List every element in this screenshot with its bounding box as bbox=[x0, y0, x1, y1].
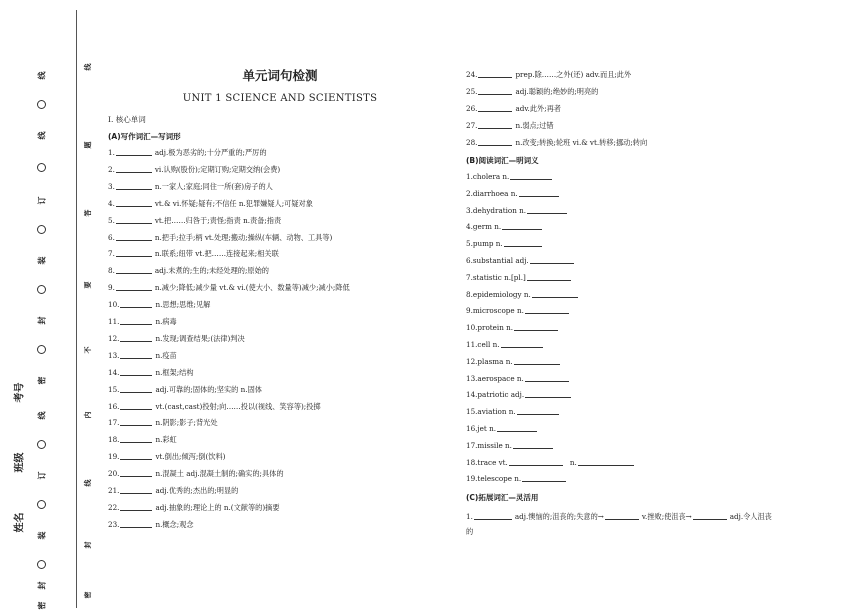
item-number: 1. bbox=[108, 148, 115, 157]
item-definition: adj.懊恼的;沮丧的;失意的→ bbox=[514, 512, 604, 521]
item-word: 16.jet n. bbox=[466, 424, 496, 433]
item-word: 18.trace vt. bbox=[466, 457, 508, 467]
page-title: 单元词句检测 bbox=[242, 68, 318, 83]
vocab-item bbox=[466, 121, 554, 130]
item-number: 5. bbox=[108, 215, 115, 225]
item-word: 1.cholera n. bbox=[466, 172, 510, 181]
binding-inner-mark: 线 bbox=[84, 63, 92, 71]
vocab-item bbox=[108, 233, 332, 242]
reading-vocab-item bbox=[466, 390, 574, 399]
binding-mark: 封 bbox=[37, 581, 47, 590]
item-word: 8.epidemiology n. bbox=[466, 289, 531, 299]
binding-inner-mark: 答 bbox=[84, 209, 92, 217]
binding-hole-circle bbox=[37, 163, 46, 172]
answer-blank[interactable] bbox=[527, 206, 567, 214]
item-word: 9.microscope n. bbox=[466, 306, 524, 316]
item-number: 23. bbox=[108, 519, 120, 529]
item-definition: vt.(cast,cast)投射;向……投以(视线、笑容等);投掷 bbox=[155, 401, 321, 411]
item-number: 9. bbox=[108, 283, 115, 293]
reading-vocab-item bbox=[466, 189, 562, 198]
item-number: 2. bbox=[108, 164, 115, 174]
item-number: 1. bbox=[466, 512, 473, 521]
answer-blank[interactable] bbox=[510, 172, 552, 180]
item-number: 14. bbox=[108, 367, 120, 377]
vocab-item bbox=[108, 199, 313, 208]
answer-blank[interactable] bbox=[519, 189, 559, 197]
item-definition: 的 bbox=[466, 527, 474, 536]
binding-mark: 密 bbox=[37, 601, 47, 610]
binding-mark: 线 bbox=[37, 411, 47, 420]
answer-blank[interactable] bbox=[120, 351, 152, 359]
reading-vocab-item bbox=[466, 222, 545, 231]
vocab-item bbox=[108, 469, 284, 478]
item-word: 6.substantial adj. bbox=[466, 256, 529, 265]
item-definition: adj.抽象的;理论上的 n.(文献等的)摘要 bbox=[155, 502, 280, 512]
vocab-item bbox=[108, 351, 177, 360]
answer-blank[interactable] bbox=[116, 283, 152, 291]
item-word: 12.plasma n. bbox=[466, 356, 513, 366]
class-label: 班级 bbox=[14, 452, 26, 473]
vocab-item bbox=[108, 317, 177, 326]
section-b-heading: (B)阅读词汇—明词义 bbox=[466, 156, 539, 165]
answer-blank[interactable] bbox=[478, 70, 512, 78]
item-definition: n.改变;转换;轮班 vi.& vt.转移;挪动;转向 bbox=[515, 138, 648, 147]
item-definition: n.思想;思维;见解 bbox=[155, 300, 211, 310]
reading-vocab-item bbox=[466, 273, 574, 282]
reading-vocab-item bbox=[466, 323, 561, 332]
answer-blank[interactable] bbox=[116, 182, 152, 190]
answer-blank[interactable] bbox=[120, 418, 152, 426]
item-definition: prep.除……之外(还) adv.而且;此外 bbox=[515, 70, 632, 79]
item-word: 13.aerospace n. bbox=[466, 373, 524, 383]
vocab-item bbox=[108, 503, 280, 512]
answer-blank[interactable] bbox=[116, 233, 152, 241]
binding-line bbox=[76, 10, 77, 608]
section-c-heading: (C)拓展词汇—灵活用 bbox=[466, 493, 539, 502]
answer-blank[interactable] bbox=[693, 512, 727, 520]
item-number: 26. bbox=[466, 104, 478, 113]
vocab-item bbox=[108, 249, 279, 258]
answer-blank[interactable] bbox=[120, 300, 152, 308]
answer-blank[interactable] bbox=[120, 469, 152, 477]
reading-vocab-item bbox=[466, 458, 637, 467]
answer-blank[interactable] bbox=[116, 266, 152, 274]
answer-blank[interactable] bbox=[120, 334, 152, 342]
answer-blank[interactable] bbox=[120, 402, 152, 410]
answer-blank[interactable] bbox=[525, 374, 569, 382]
answer-blank[interactable] bbox=[120, 385, 152, 393]
vocab-item bbox=[108, 334, 245, 343]
item-number: 22. bbox=[108, 502, 120, 512]
answer-blank[interactable] bbox=[502, 222, 542, 230]
answer-blank[interactable] bbox=[478, 121, 512, 129]
answer-blank[interactable] bbox=[120, 317, 152, 325]
margin-column bbox=[34, 0, 50, 608]
binding-hole-circle bbox=[37, 345, 46, 354]
binding-mark: 线 bbox=[37, 71, 47, 80]
reading-vocab-item bbox=[466, 424, 540, 433]
item-definition: n.减少;降低;减少量 vt.& vi.(使大小、数量等)减少;减小;降低 bbox=[154, 283, 350, 293]
item-number: 10. bbox=[108, 300, 120, 310]
binding-mark: 封 bbox=[37, 316, 47, 325]
vocab-item bbox=[108, 418, 218, 427]
item-number: 19. bbox=[108, 452, 120, 462]
item-number: 25. bbox=[466, 87, 478, 96]
binding-hole-circle bbox=[37, 100, 46, 109]
answer-blank[interactable] bbox=[120, 486, 152, 494]
item-word: 11.cell n. bbox=[466, 340, 500, 349]
binding-inner-mark: 内 bbox=[84, 411, 92, 419]
answer-blank[interactable] bbox=[120, 520, 152, 528]
item-number: 11. bbox=[108, 317, 120, 326]
answer-blank[interactable] bbox=[532, 290, 578, 298]
vocab-item bbox=[108, 368, 194, 377]
binding-margin bbox=[0, 0, 100, 608]
reading-vocab-item bbox=[466, 290, 581, 299]
vocab-item bbox=[108, 452, 225, 461]
reading-vocab-item bbox=[466, 374, 572, 383]
answer-blank[interactable] bbox=[578, 458, 634, 466]
item-word: 2.diarrhoea n. bbox=[466, 188, 518, 198]
binding-mark: 订 bbox=[37, 471, 47, 480]
item-number: 3. bbox=[108, 181, 115, 191]
item-definition: n.弱点;过错 bbox=[515, 121, 554, 130]
reading-vocab-item bbox=[466, 306, 572, 315]
exam-number-label: 考号 bbox=[14, 382, 26, 403]
answer-blank[interactable] bbox=[525, 306, 569, 314]
item-word: 10.protein n. bbox=[466, 323, 514, 333]
vocab-item bbox=[108, 216, 281, 225]
item-number: 17. bbox=[108, 418, 120, 428]
answer-blank[interactable] bbox=[527, 273, 571, 281]
binding-inner-mark: 线 bbox=[84, 479, 92, 487]
answer-blank[interactable] bbox=[513, 441, 553, 449]
vocab-item bbox=[108, 148, 267, 157]
vocab-item bbox=[466, 104, 561, 113]
answer-blank[interactable] bbox=[120, 368, 152, 376]
binding-hole-circle bbox=[37, 225, 46, 234]
binding-inner-mark: 题 bbox=[84, 141, 92, 149]
item-definition: n.混凝土 adj.混凝土制的;确实的;具体的 bbox=[155, 469, 284, 479]
item-definition: adj.优秀的;杰出的;明显的 bbox=[155, 486, 239, 495]
vocab-item bbox=[108, 486, 238, 495]
answer-blank[interactable] bbox=[522, 474, 566, 482]
item-number: 24. bbox=[466, 70, 478, 79]
item-number: 12. bbox=[108, 333, 120, 343]
binding-inner-mark: 要 bbox=[84, 281, 92, 289]
answer-blank[interactable] bbox=[116, 148, 152, 156]
item-definition: n.病毒 bbox=[155, 317, 177, 326]
item-word: 7.statistic n.[pl.] bbox=[466, 272, 526, 282]
answer-blank[interactable] bbox=[116, 249, 152, 257]
item-word: 19.telescope n. bbox=[466, 474, 522, 484]
vocab-item bbox=[108, 165, 280, 174]
vocab-item bbox=[108, 182, 273, 191]
binding-hole-circle bbox=[37, 500, 46, 509]
item-number: 28. bbox=[466, 138, 478, 147]
binding-mark: 装 bbox=[37, 256, 47, 265]
item-definition: adj.令人沮丧 bbox=[729, 512, 772, 521]
binding-inner-mark: 封 bbox=[84, 541, 92, 549]
item-word: 17.missile n. bbox=[466, 440, 512, 450]
reading-vocab-item bbox=[466, 357, 563, 366]
answer-blank[interactable] bbox=[116, 216, 152, 224]
inner-column bbox=[82, 0, 94, 608]
item-definition: n.阴影;影子;背光处 bbox=[155, 418, 218, 428]
answer-blank[interactable] bbox=[120, 452, 152, 460]
answer-blank[interactable] bbox=[474, 512, 512, 520]
name-label: 姓名 bbox=[14, 512, 26, 533]
item-definition: adj.聪颖的;绝妙的;明亮的 bbox=[515, 87, 599, 96]
item-number: 16. bbox=[108, 401, 120, 411]
item-number: 20. bbox=[108, 469, 120, 479]
vocab-item bbox=[466, 87, 598, 96]
item-word: 15.aviation n. bbox=[466, 407, 516, 417]
item-definition: n.框架;结构 bbox=[155, 367, 194, 377]
answer-blank[interactable] bbox=[116, 199, 152, 207]
vocab-item bbox=[466, 138, 647, 147]
vocab-item bbox=[108, 385, 262, 394]
answer-blank[interactable] bbox=[525, 390, 571, 398]
item-definition: n.疫苗 bbox=[155, 350, 177, 360]
vocab-item bbox=[108, 283, 350, 292]
reading-vocab-item bbox=[466, 256, 577, 265]
item-number: 4. bbox=[108, 198, 115, 208]
reading-vocab-item bbox=[466, 172, 555, 181]
item-number: 8. bbox=[108, 266, 115, 276]
answer-blank[interactable] bbox=[509, 458, 563, 466]
vocab-item bbox=[108, 266, 269, 275]
binding-hole-circle bbox=[37, 560, 46, 569]
answer-blank[interactable] bbox=[478, 87, 512, 95]
item-definition: n.发现;调查结果;(法律)判决 bbox=[155, 333, 245, 343]
answer-blank[interactable] bbox=[517, 407, 559, 415]
reading-vocab-item bbox=[466, 441, 556, 450]
binding-hole-circle bbox=[37, 285, 46, 294]
item-definition: n.彩虹 bbox=[155, 435, 177, 445]
item-definition: vt.把……归咎于;责怪;指责 n.责备;指责 bbox=[154, 215, 282, 225]
answer-blank[interactable] bbox=[497, 424, 537, 432]
item-number: 21. bbox=[108, 486, 120, 495]
answer-blank[interactable] bbox=[605, 512, 639, 520]
answer-blank[interactable] bbox=[120, 503, 152, 511]
item-word: 3.dehydration n. bbox=[466, 205, 527, 215]
vocab-item bbox=[108, 435, 177, 444]
reading-vocab-item bbox=[466, 239, 545, 248]
item-number: 18. bbox=[108, 435, 120, 445]
binding-mark: 线 bbox=[37, 131, 47, 140]
reading-vocab-item bbox=[466, 206, 570, 215]
item-definition: vt.倒出;倾泻;倒(饮料) bbox=[155, 452, 226, 462]
answer-blank[interactable] bbox=[116, 165, 152, 173]
item-definition: adj.可靠的;固体的;坚实的 n.固体 bbox=[155, 384, 262, 394]
item-number: 13. bbox=[108, 350, 120, 360]
reading-vocab-item bbox=[466, 407, 562, 416]
reading-vocab-item bbox=[466, 340, 546, 349]
item-definition: adj.未煮的;生的;未经处理的;原始的 bbox=[154, 266, 269, 276]
binding-mark: 装 bbox=[37, 531, 47, 540]
item-word: 5.pump n. bbox=[466, 239, 503, 249]
item-number: 15. bbox=[108, 384, 120, 394]
item-word: 14.patriotic adj. bbox=[466, 390, 525, 400]
reading-vocab-item bbox=[466, 474, 569, 483]
item-definition: vi.认购(股份);定期订购;定期交纳(会费) bbox=[154, 164, 281, 174]
item-definition: n.一家人;家庭;同住一所(套)房子的人 bbox=[154, 181, 273, 191]
item-definition: adv.此外;再者 bbox=[515, 104, 561, 113]
answer-blank[interactable] bbox=[530, 256, 574, 264]
binding-hole-circle bbox=[37, 440, 46, 449]
binding-mark: 订 bbox=[37, 196, 47, 205]
item-word: 4.germ n. bbox=[466, 222, 502, 232]
vocab-item bbox=[108, 520, 194, 529]
item-definition: n.把手;拉手;柄 vt.处理;搬动;操纵(车辆、动物、工具等) bbox=[154, 232, 333, 242]
answer-blank[interactable] bbox=[504, 239, 542, 247]
unit-subtitle: UNIT 1 SCIENCE AND SCIENTISTS bbox=[182, 93, 378, 104]
item-definition: adj.极为恶劣的;十分严重的;严厉的 bbox=[154, 148, 267, 157]
item-definition: n.概念;观念 bbox=[155, 519, 194, 529]
vocab-item bbox=[466, 70, 631, 79]
vocab-item bbox=[108, 300, 210, 309]
answer-blank[interactable] bbox=[514, 357, 560, 365]
binding-mark: 密 bbox=[37, 376, 47, 385]
item-definition: v.挫败;使沮丧→ bbox=[641, 512, 692, 521]
item-number: 27. bbox=[466, 121, 478, 130]
answer-blank[interactable] bbox=[478, 104, 512, 112]
item-definition: n.联系;纽带 vt.把……连接起来;相关联 bbox=[154, 249, 279, 259]
item-number: 7. bbox=[108, 249, 115, 259]
part-heading: Ⅰ. 核心单词 bbox=[108, 115, 146, 124]
answer-blank[interactable] bbox=[120, 435, 152, 443]
section-a-heading: (A)写作词汇—写词形 bbox=[108, 132, 181, 141]
item-word: n. bbox=[569, 457, 577, 467]
item-number: 6. bbox=[108, 232, 115, 242]
answer-blank[interactable] bbox=[501, 340, 543, 348]
section-c-item bbox=[466, 509, 806, 539]
binding-inner-mark: 密 bbox=[84, 591, 92, 599]
item-definition: vt.& vi.怀疑;疑有;不信任 n.犯罪嫌疑人;可疑对象 bbox=[154, 198, 313, 208]
vocab-item bbox=[108, 402, 321, 411]
binding-inner-mark: 不 bbox=[84, 346, 92, 354]
answer-blank[interactable] bbox=[478, 138, 512, 146]
answer-blank[interactable] bbox=[514, 323, 558, 331]
